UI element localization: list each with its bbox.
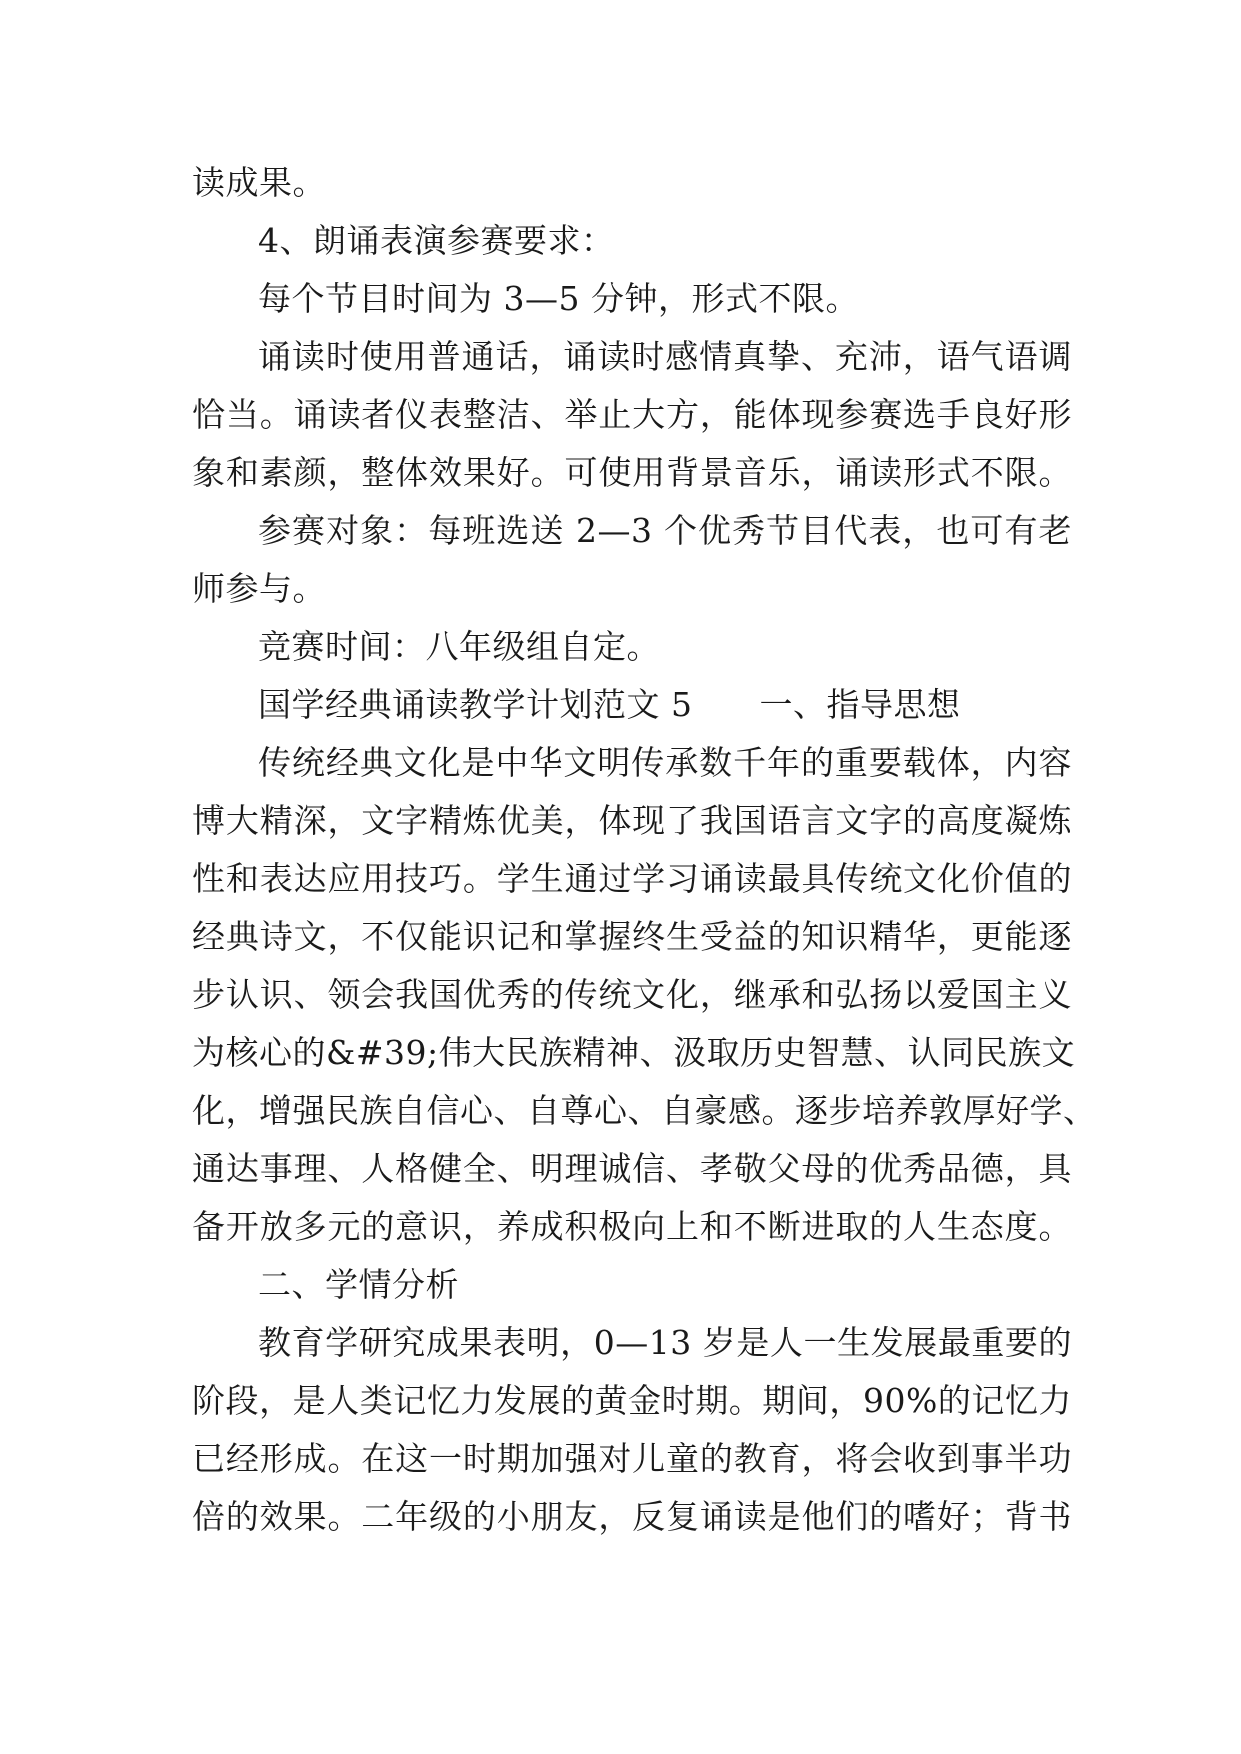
text-line: 教育学研究成果表明，0—13 岁是人一生发展最重要的 — [258, 1323, 1072, 1362]
text-line: 阶段，是人类记忆力发展的黄金时期。期间，90%的记忆力 — [192, 1381, 1072, 1420]
text-line: 每个节目时间为 3—5 分钟，形式不限。 — [258, 279, 859, 318]
text-line: 国学经典诵读教学计划范文 5 一、指导思想 — [258, 685, 961, 724]
text-line: 为核心的&#39;伟大民族精神、汲取历史智慧、认同民族文 — [192, 1033, 1076, 1072]
document-body — [192, 154, 1097, 1546]
text-line: 4、朗诵表演参赛要求： — [258, 221, 615, 260]
text-line: 传统经典文化是中华文明传承数千年的重要载体，内容 — [258, 743, 1072, 782]
text-line: 参赛对象：每班选送 2—3 个优秀节目代表，也可有老 — [258, 511, 1072, 550]
text-line: 备开放多元的意识，养成积极向上和不断进取的人生态度。 — [192, 1207, 1072, 1246]
text-line: 竞赛时间：八年级组自定。 — [258, 627, 660, 666]
text-line: 通达事理、人格健全、明理诚信、孝敬父母的优秀品德，具 — [192, 1149, 1072, 1188]
text-line: 经典诗文，不仅能识记和掌握终生受益的知识精华，更能逐 — [192, 917, 1072, 956]
text-line: 象和素颜，整体效果好。可使用背景音乐，诵读形式不限。 — [192, 453, 1072, 492]
text-line: 倍的效果。二年级的小朋友，反复诵读是他们的嗜好；背书 — [192, 1497, 1072, 1536]
text-line: 师参与。 — [192, 569, 326, 608]
text-line: 已经形成。在这一时期加强对儿童的教育，将会收到事半功 — [192, 1439, 1072, 1478]
text-line: 读成果。 — [192, 163, 326, 202]
text-line: 性和表达应用技巧。学生通过学习诵读最具传统文化价值的 — [192, 859, 1072, 898]
text-line: 二、学情分析 — [258, 1265, 459, 1304]
text-line: 恰当。诵读者仪表整洁、举止大方，能体现参赛选手良好形 — [192, 395, 1072, 434]
text-line: 博大精深，文字精炼优美，体现了我国语言文字的高度凝炼 — [192, 801, 1072, 840]
text-line: 化，增强民族自信心、自尊心、自豪感。逐步培养敦厚好学、 — [192, 1091, 1097, 1130]
text-line: 诵读时使用普通话，诵读时感情真挚、充沛，语气语调 — [258, 337, 1072, 376]
text-line: 步认识、领会我国优秀的传统文化，继承和弘扬以爱国主义 — [192, 975, 1072, 1014]
